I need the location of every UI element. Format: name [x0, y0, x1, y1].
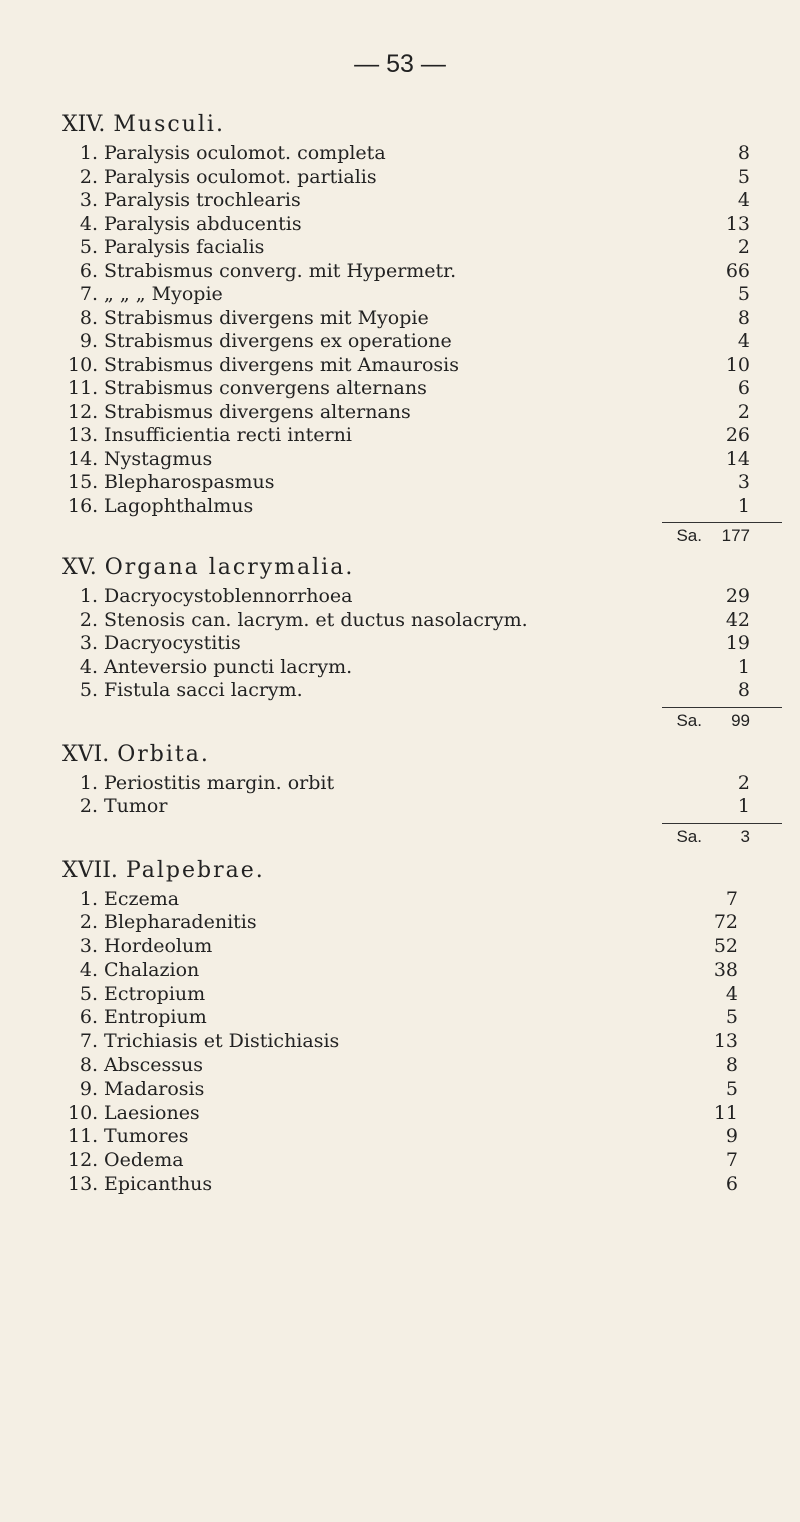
item-label: Lagophthalmus: [104, 494, 254, 517]
list-item: [62, 1006, 762, 1030]
item-count: 2: [737, 236, 750, 258]
list-item: [62, 656, 762, 680]
list-item: [62, 354, 762, 378]
list-item: [62, 307, 762, 331]
list-item: [62, 471, 762, 495]
page-number: — 53 —: [354, 50, 446, 78]
item-count: 8: [737, 306, 750, 329]
item-count: 6: [725, 1173, 738, 1196]
item-number: 9.: [79, 330, 98, 352]
item-count: 7: [725, 1149, 738, 1172]
item-count: 1: [737, 655, 750, 678]
item-count: 4: [737, 330, 750, 352]
item-number: 9.: [79, 1077, 98, 1100]
list-item: [62, 679, 762, 703]
list-item: [62, 448, 762, 472]
list-item: [62, 283, 762, 307]
item-label: Trichiasis et Distichiasis: [104, 1030, 340, 1053]
item-label: Strabismus divergens alternans: [104, 400, 411, 423]
item-number: 1.: [79, 771, 98, 794]
item-count: 6: [737, 377, 750, 399]
item-label: Dacryocystoblennorrhoea: [104, 585, 353, 607]
item-label: Paralysis trochlearis: [104, 189, 301, 211]
item-number: 13.: [68, 424, 99, 446]
list-item: [62, 377, 762, 401]
item-number: 2.: [79, 608, 98, 631]
item-label: Strabismus divergens mit Amaurosis: [104, 353, 459, 376]
item-number: 16.: [68, 494, 99, 517]
item-number: 5.: [79, 679, 98, 701]
item-label: Strabismus convergens alternans: [104, 377, 427, 399]
item-label: Abscessus: [104, 1054, 204, 1077]
item-label: Strabismus divergens mit Myopie: [104, 306, 429, 329]
sum-value: 3: [740, 826, 750, 846]
list-item: [62, 142, 762, 166]
item-count: 10: [725, 353, 750, 376]
list-item: [62, 1054, 762, 1078]
section-numeral: XVII.: [62, 857, 118, 883]
sum-row: [62, 708, 762, 734]
item-number: 11.: [68, 1125, 99, 1148]
item-number: 6.: [79, 1006, 98, 1029]
section-heading: [62, 551, 762, 585]
document-body: [62, 108, 762, 1197]
item-label: Epicanthus: [104, 1173, 213, 1196]
list-item: [62, 585, 762, 609]
section: [62, 854, 762, 1197]
item-number: 5.: [79, 236, 98, 258]
item-label: Nystagmus: [104, 447, 213, 470]
item-count: 42: [725, 608, 750, 631]
item-count: 13: [725, 212, 750, 235]
item-label: Madarosis: [104, 1077, 205, 1100]
item-label: Periostitis margin. orbit: [104, 771, 335, 794]
list-item: [62, 213, 762, 237]
list-item: [62, 772, 762, 796]
list-item: [62, 495, 762, 519]
section-numeral: XIV.: [62, 112, 106, 137]
item-number: 1.: [79, 887, 98, 910]
list-item: [62, 888, 762, 912]
item-number: 12.: [68, 400, 99, 423]
sum-label: Sa.: [676, 710, 702, 730]
item-count: 11: [713, 1101, 738, 1124]
item-count: 66: [725, 259, 750, 282]
item-label: Insufficientia recti interni: [104, 424, 352, 446]
section-title: Musculi.: [113, 112, 225, 137]
item-number: 13.: [68, 1173, 99, 1196]
item-label: Tumores: [104, 1125, 189, 1148]
item-count: 8: [725, 1054, 738, 1077]
item-label: Stenosis can. lacrym. et ductus nasolacrym.: [104, 608, 528, 631]
section-numeral: XVI.: [62, 741, 110, 767]
item-label: Laesiones: [104, 1101, 200, 1124]
item-label: Paralysis oculomot. completa: [104, 142, 386, 164]
sum-label: Sa.: [676, 826, 702, 846]
item-number: 3.: [79, 189, 98, 211]
item-number: 3.: [79, 935, 98, 958]
item-label: Eczema: [104, 887, 180, 910]
item-count: 19: [725, 632, 750, 654]
sum-value: 99: [731, 710, 750, 730]
item-number: 2.: [79, 795, 98, 817]
item-label: Blepharospasmus: [104, 471, 275, 493]
item-count: 2: [737, 771, 750, 794]
item-label: Fistula sacci lacrym.: [104, 679, 303, 701]
item-label: Paralysis abducentis: [104, 212, 302, 235]
item-number: 14.: [68, 447, 99, 470]
item-count: 8: [737, 142, 750, 164]
item-label: Strabismus divergens ex operatione: [104, 330, 452, 352]
list-item: [62, 1078, 762, 1102]
item-count: 7: [725, 887, 738, 910]
item-label: „ „ „ Myopie: [104, 283, 223, 305]
item-number: 12.: [68, 1149, 99, 1172]
item-label: Oedema: [104, 1149, 184, 1172]
sum-label: Sa.: [676, 526, 702, 545]
list-item: [62, 609, 762, 633]
item-label: Chalazion: [104, 958, 200, 981]
list-item: [62, 632, 762, 656]
list-item: [62, 330, 762, 354]
list-item: [62, 1102, 762, 1126]
item-count: 4: [737, 189, 750, 211]
section-heading: [62, 738, 762, 772]
item-count: 9: [725, 1125, 738, 1148]
item-number: 4.: [79, 958, 98, 981]
item-number: 10.: [68, 1101, 99, 1124]
item-label: Strabismus converg. mit Hypermetr.: [104, 259, 457, 282]
list-item: [62, 260, 762, 284]
item-label: Paralysis facialis: [104, 236, 265, 258]
item-number: 2.: [79, 911, 98, 934]
sum-row: [62, 523, 762, 549]
item-number: 8.: [79, 306, 98, 329]
item-count: 4: [725, 982, 738, 1005]
list-item: [62, 795, 762, 819]
item-label: Hordeolum: [104, 935, 213, 958]
item-count: 72: [713, 911, 738, 934]
item-count: 5: [725, 1077, 738, 1100]
list-item: [62, 189, 762, 213]
item-count: 1: [737, 494, 750, 517]
item-number: 2.: [79, 165, 98, 188]
list-item: [62, 1125, 762, 1149]
section-numeral: XV.: [62, 555, 97, 580]
item-number: 3.: [79, 632, 98, 654]
list-item: [62, 1173, 762, 1197]
section-title: Palpebrae.: [125, 857, 265, 883]
section: [62, 551, 762, 734]
item-number: 7.: [79, 1030, 98, 1053]
item-number: 7.: [79, 283, 98, 305]
item-count: 1: [737, 795, 750, 817]
item-label: Entropium: [104, 1006, 207, 1029]
list-item: [62, 1149, 762, 1173]
sum-value: 177: [721, 526, 750, 545]
item-count: 3: [737, 471, 750, 493]
item-count: 5: [737, 283, 750, 305]
section-heading: [62, 854, 762, 888]
section-title: Organa lacrymalia.: [104, 555, 355, 580]
item-number: 4.: [79, 655, 98, 678]
item-count: 38: [713, 958, 738, 981]
section: [62, 738, 762, 850]
item-count: 52: [713, 935, 738, 958]
item-count: 5: [725, 1006, 738, 1029]
item-number: 8.: [79, 1054, 98, 1077]
item-count: 5: [737, 165, 750, 188]
list-item: [62, 983, 762, 1007]
list-item: [62, 1030, 762, 1054]
item-count: 26: [725, 424, 750, 446]
item-number: 10.: [68, 353, 99, 376]
item-count: 8: [737, 679, 750, 701]
item-number: 15.: [68, 471, 99, 493]
list-item: [62, 166, 762, 190]
item-number: 4.: [79, 212, 98, 235]
item-label: Ectropium: [104, 982, 206, 1005]
list-item: [62, 935, 762, 959]
list-item: [62, 911, 762, 935]
item-number: 1.: [79, 585, 98, 607]
item-label: Anteversio puncti lacrym.: [104, 655, 353, 678]
list-item: [62, 424, 762, 448]
item-label: Paralysis oculomot. partialis: [104, 165, 377, 188]
section: [62, 108, 762, 549]
section-heading: [62, 108, 762, 142]
item-number: 11.: [68, 377, 99, 399]
item-number: 6.: [79, 259, 98, 282]
item-label: Blepharadenitis: [104, 911, 257, 934]
list-item: [62, 959, 762, 983]
item-count: 29: [725, 585, 750, 607]
item-label: Dacryocystitis: [104, 632, 241, 654]
item-count: 2: [737, 400, 750, 423]
item-label: Tumor: [104, 795, 168, 817]
item-number: 5.: [79, 982, 98, 1005]
section-title: Orbita.: [117, 741, 210, 767]
item-count: 14: [725, 447, 750, 470]
list-item: [62, 401, 762, 425]
item-number: 1.: [79, 142, 98, 164]
sum-row: [62, 824, 762, 850]
item-count: 13: [713, 1030, 738, 1053]
list-item: [62, 236, 762, 260]
